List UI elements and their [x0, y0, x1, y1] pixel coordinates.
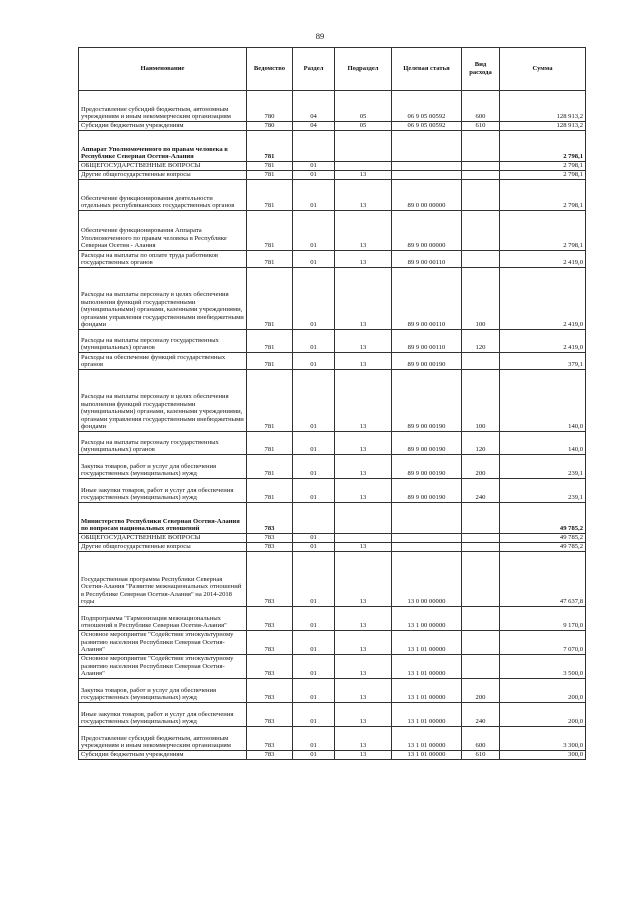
row-department: 781 — [247, 131, 293, 162]
row-department: 783 — [247, 534, 293, 543]
row-target-article: 89 9 00 00000 — [392, 211, 462, 251]
row-amount: 300,0 — [500, 751, 586, 760]
row-name: Расходы на выплаты по оплате труда работников государственных органов — [79, 251, 247, 268]
row-amount: 3 300,0 — [500, 727, 586, 751]
row-section: 01 — [293, 455, 335, 479]
row-department: 781 — [247, 455, 293, 479]
row-section: 01 — [293, 679, 335, 703]
col-header-name: Наименование — [79, 48, 247, 91]
row-expense-type — [462, 171, 500, 180]
row-target-article: 13 1 00 00000 — [392, 607, 462, 631]
row-expense-type — [462, 503, 500, 534]
table-row — [79, 330, 586, 353]
table-row — [79, 607, 586, 631]
table-row — [79, 370, 586, 432]
row-subsection: 13 — [335, 543, 392, 552]
row-department: 781 — [247, 180, 293, 211]
row-expense-type: 100 — [462, 370, 500, 432]
row-expense-type — [462, 607, 500, 631]
row-name: Иные закупки товаров, работ и услуг для обеспечения государственных (муниципальных) нужд — [79, 703, 247, 727]
row-department: 783 — [247, 543, 293, 552]
row-expense-type: 200 — [462, 455, 500, 479]
row-name: Предоставление субсидий бюджетным, автономным учреждениям и иным некоммерческим организациям — [79, 91, 247, 122]
row-subsection: 13 — [335, 211, 392, 251]
table-row — [79, 534, 586, 543]
row-expense-type: 600 — [462, 91, 500, 122]
row-amount: 2 798,1 — [500, 180, 586, 211]
table-row — [79, 455, 586, 479]
row-section — [293, 131, 335, 162]
row-target-article: 89 9 00 00190 — [392, 432, 462, 455]
row-section: 01 — [293, 353, 335, 370]
row-target-article: 89 9 00 00110 — [392, 268, 462, 330]
row-department: 781 — [247, 370, 293, 432]
row-section: 01 — [293, 751, 335, 760]
table-row — [79, 251, 586, 268]
row-section: 01 — [293, 479, 335, 503]
row-subsection — [335, 131, 392, 162]
row-expense-type — [462, 131, 500, 162]
row-department: 783 — [247, 655, 293, 679]
row-name: Основное мероприятие "Содействие этнокультурному развитию населения Республики Северная Осетия-Алания" — [79, 655, 247, 679]
row-department: 783 — [247, 727, 293, 751]
row-target-article: 13 1 01 00000 — [392, 751, 462, 760]
row-expense-type — [462, 353, 500, 370]
row-subsection: 13 — [335, 330, 392, 353]
row-section: 01 — [293, 432, 335, 455]
row-target-article: 13 1 01 00000 — [392, 727, 462, 751]
row-name: Расходы на обеспечение функций государственных органов — [79, 353, 247, 370]
table-row — [79, 91, 586, 122]
row-subsection: 13 — [335, 353, 392, 370]
table-row — [79, 171, 586, 180]
row-department: 781 — [247, 268, 293, 330]
row-subsection: 13 — [335, 679, 392, 703]
row-name: Субсидии бюджетным учреждениям — [79, 122, 247, 131]
row-department: 783 — [247, 703, 293, 727]
row-section: 01 — [293, 607, 335, 631]
row-amount: 128 913,2 — [500, 91, 586, 122]
row-amount: 9 170,0 — [500, 607, 586, 631]
row-amount: 49 785,2 — [500, 534, 586, 543]
page-number: 89 — [315, 31, 325, 41]
table-row — [79, 131, 586, 162]
row-expense-type — [462, 543, 500, 552]
row-expense-type: 600 — [462, 727, 500, 751]
row-subsection: 13 — [335, 455, 392, 479]
table-row — [79, 180, 586, 211]
row-section: 01 — [293, 552, 335, 607]
row-target-article: 89 9 00 00190 — [392, 370, 462, 432]
row-subsection: 05 — [335, 91, 392, 122]
row-subsection — [335, 162, 392, 171]
row-department: 781 — [247, 171, 293, 180]
row-subsection: 13 — [335, 251, 392, 268]
row-expense-type — [462, 534, 500, 543]
table-row — [79, 655, 586, 679]
row-target-article — [392, 162, 462, 171]
row-subsection: 13 — [335, 751, 392, 760]
row-department: 783 — [247, 552, 293, 607]
row-name: Предоставление субсидий бюджетным, автономным учреждениям и иным некоммерческим организациям — [79, 727, 247, 751]
row-subsection: 13 — [335, 180, 392, 211]
row-name: Закупка товаров, работ и услуг для обеспечения государственных (муниципальных) нужд — [79, 455, 247, 479]
row-expense-type — [462, 631, 500, 655]
table-row — [79, 679, 586, 703]
row-amount: 2 798,1 — [500, 211, 586, 251]
row-expense-type: 610 — [462, 122, 500, 131]
row-section: 01 — [293, 631, 335, 655]
row-subsection: 13 — [335, 171, 392, 180]
row-name: Основное мероприятие "Содействие этнокультурному развитию населения Республики Северная Осетия-Алания" — [79, 631, 247, 655]
row-target-article: 89 9 00 00110 — [392, 251, 462, 268]
row-department: 781 — [247, 353, 293, 370]
row-expense-type: 610 — [462, 751, 500, 760]
row-amount: 239,1 — [500, 455, 586, 479]
row-subsection: 13 — [335, 432, 392, 455]
col-header-department: Ведомство — [247, 48, 293, 91]
row-name: Расходы на выплаты персоналу в целях обеспечения выполнения функций государственными (муниципальными) органами, казенными учреждениями, органами управления государственными внебюджетными фондами — [79, 268, 247, 330]
row-department: 781 — [247, 251, 293, 268]
row-section: 01 — [293, 534, 335, 543]
row-department: 781 — [247, 211, 293, 251]
row-section: 01 — [293, 655, 335, 679]
row-expense-type — [462, 552, 500, 607]
row-subsection: 13 — [335, 479, 392, 503]
row-department: 783 — [247, 631, 293, 655]
row-department: 781 — [247, 330, 293, 353]
row-section — [293, 503, 335, 534]
table-row — [79, 162, 586, 171]
row-expense-type: 240 — [462, 703, 500, 727]
row-name: Министерство Республики Северная Осетия-Алания по вопросам национальных отношений — [79, 503, 247, 534]
row-section: 01 — [293, 251, 335, 268]
row-name: Аппарат Уполномоченного по правам человека в Республике Северная Осетия-Алания — [79, 131, 247, 162]
table-row — [79, 703, 586, 727]
row-expense-type — [462, 162, 500, 171]
table-row — [79, 631, 586, 655]
row-department: 780 — [247, 91, 293, 122]
row-target-article: 13 1 01 00000 — [392, 655, 462, 679]
row-target-article: 89 9 00 00110 — [392, 330, 462, 353]
row-subsection: 13 — [335, 631, 392, 655]
row-target-article: 89 9 00 00190 — [392, 455, 462, 479]
row-amount: 3 500,0 — [500, 655, 586, 679]
row-target-article: 13 1 01 00000 — [392, 703, 462, 727]
table-row — [79, 751, 586, 760]
row-name: Обеспечение функционирования деятельности отдельных республиканских государственных органов — [79, 180, 247, 211]
budget-table — [78, 47, 586, 760]
row-name: Другие общегосударственные вопросы — [79, 543, 247, 552]
row-section: 01 — [293, 330, 335, 353]
row-target-article — [392, 503, 462, 534]
row-name: Расходы на выплаты персоналу государственных (муниципальных) органов — [79, 330, 247, 353]
row-section: 04 — [293, 122, 335, 131]
row-name: Субсидии бюджетным учреждениям — [79, 751, 247, 760]
row-expense-type — [462, 180, 500, 211]
header-row — [79, 48, 586, 91]
row-section: 01 — [293, 543, 335, 552]
row-subsection: 13 — [335, 703, 392, 727]
row-amount: 140,0 — [500, 432, 586, 455]
row-amount: 2 419,0 — [500, 330, 586, 353]
table-row — [79, 552, 586, 607]
row-target-article: 13 1 01 00000 — [392, 631, 462, 655]
row-expense-type — [462, 655, 500, 679]
row-amount: 200,0 — [500, 703, 586, 727]
row-subsection: 13 — [335, 607, 392, 631]
col-header-expense-type: Вид расхода — [462, 48, 500, 91]
row-subsection: 13 — [335, 552, 392, 607]
table-row — [79, 211, 586, 251]
row-target-article: 13 1 01 00000 — [392, 679, 462, 703]
row-department: 783 — [247, 679, 293, 703]
row-name: Закупка товаров, работ и услуг для обеспечения государственных (муниципальных) нужд — [79, 679, 247, 703]
row-section: 01 — [293, 171, 335, 180]
table-row — [79, 353, 586, 370]
row-target-article: 89 9 00 00190 — [392, 479, 462, 503]
row-target-article: 06 9 05 00592 — [392, 91, 462, 122]
row-expense-type: 200 — [462, 679, 500, 703]
row-expense-type: 100 — [462, 268, 500, 330]
row-section: 01 — [293, 370, 335, 432]
col-header-subsection: Подраздел — [335, 48, 392, 91]
row-amount: 140,0 — [500, 370, 586, 432]
table-row — [79, 268, 586, 330]
row-department: 783 — [247, 503, 293, 534]
row-target-article — [392, 543, 462, 552]
col-header-amount: Сумма — [500, 48, 586, 91]
row-name: Расходы на выплаты персоналу в целях обеспечения выполнения функций государственными (муниципальными) органами, казенными учреждениями, органами управления государственными внебюджетными фондами — [79, 370, 247, 432]
row-section: 01 — [293, 703, 335, 727]
row-target-article: 89 0 00 00000 — [392, 180, 462, 211]
row-subsection: 13 — [335, 655, 392, 679]
row-department: 783 — [247, 751, 293, 760]
row-amount: 200,0 — [500, 679, 586, 703]
table-row — [79, 122, 586, 131]
row-target-article — [392, 534, 462, 543]
row-department: 781 — [247, 162, 293, 171]
row-section: 04 — [293, 91, 335, 122]
row-amount: 128 913,2 — [500, 122, 586, 131]
row-name: ОБЩЕГОСУДАРСТВЕННЫЕ ВОПРОСЫ — [79, 534, 247, 543]
row-target-article: 06 9 05 00592 — [392, 122, 462, 131]
row-amount: 7 070,0 — [500, 631, 586, 655]
row-amount: 2 419,0 — [500, 268, 586, 330]
row-section: 01 — [293, 727, 335, 751]
row-target-article — [392, 171, 462, 180]
row-name: Расходы на выплаты персоналу государственных (муниципальных) органов — [79, 432, 247, 455]
table-row — [79, 432, 586, 455]
row-expense-type — [462, 251, 500, 268]
row-expense-type: 120 — [462, 330, 500, 353]
row-name: Государственная программа Республики Северная Осетия-Алания "Развитие межнациональных отношений в Республике Северная Осетия-Алания" на 2014-2018 годы — [79, 552, 247, 607]
table-row — [79, 479, 586, 503]
row-expense-type: 240 — [462, 479, 500, 503]
row-target-article — [392, 131, 462, 162]
row-subsection: 13 — [335, 727, 392, 751]
row-amount: 2 419,0 — [500, 251, 586, 268]
table-row — [79, 543, 586, 552]
row-section: 01 — [293, 211, 335, 251]
row-name: Обеспечение функционирования Аппарата Уполномоченного по правам человека в Республике Северная Осетия - Алания — [79, 211, 247, 251]
row-expense-type: 120 — [462, 432, 500, 455]
row-amount: 49 785,2 — [500, 503, 586, 534]
row-name: Подпрограмма "Гармонизация межнациональных отношений в Республике Северная Осетия-Алания" — [79, 607, 247, 631]
table-row — [79, 727, 586, 751]
row-subsection: 05 — [335, 122, 392, 131]
row-department: 783 — [247, 607, 293, 631]
table-row — [79, 503, 586, 534]
row-amount: 239,1 — [500, 479, 586, 503]
row-subsection: 13 — [335, 268, 392, 330]
row-department: 780 — [247, 122, 293, 131]
row-amount: 2 798,1 — [500, 162, 586, 171]
row-name: Иные закупки товаров, работ и услуг для обеспечения государственных (муниципальных) нужд — [79, 479, 247, 503]
row-amount: 2 798,1 — [500, 131, 586, 162]
row-amount: 47 637,8 — [500, 552, 586, 607]
col-header-target-article: Целевая статья — [392, 48, 462, 91]
row-section: 01 — [293, 268, 335, 330]
row-target-article: 13 0 00 00000 — [392, 552, 462, 607]
row-expense-type — [462, 211, 500, 251]
row-section: 01 — [293, 180, 335, 211]
row-subsection — [335, 534, 392, 543]
row-amount: 2 798,1 — [500, 171, 586, 180]
row-amount: 49 785,2 — [500, 543, 586, 552]
row-department: 781 — [247, 479, 293, 503]
row-amount: 379,1 — [500, 353, 586, 370]
row-subsection — [335, 503, 392, 534]
row-department: 781 — [247, 432, 293, 455]
row-name: Другие общегосударственные вопросы — [79, 171, 247, 180]
row-section: 01 — [293, 162, 335, 171]
row-name: ОБЩЕГОСУДАРСТВЕННЫЕ ВОПРОСЫ — [79, 162, 247, 171]
row-subsection: 13 — [335, 370, 392, 432]
row-target-article: 89 9 00 00190 — [392, 353, 462, 370]
col-header-section: Раздел — [293, 48, 335, 91]
